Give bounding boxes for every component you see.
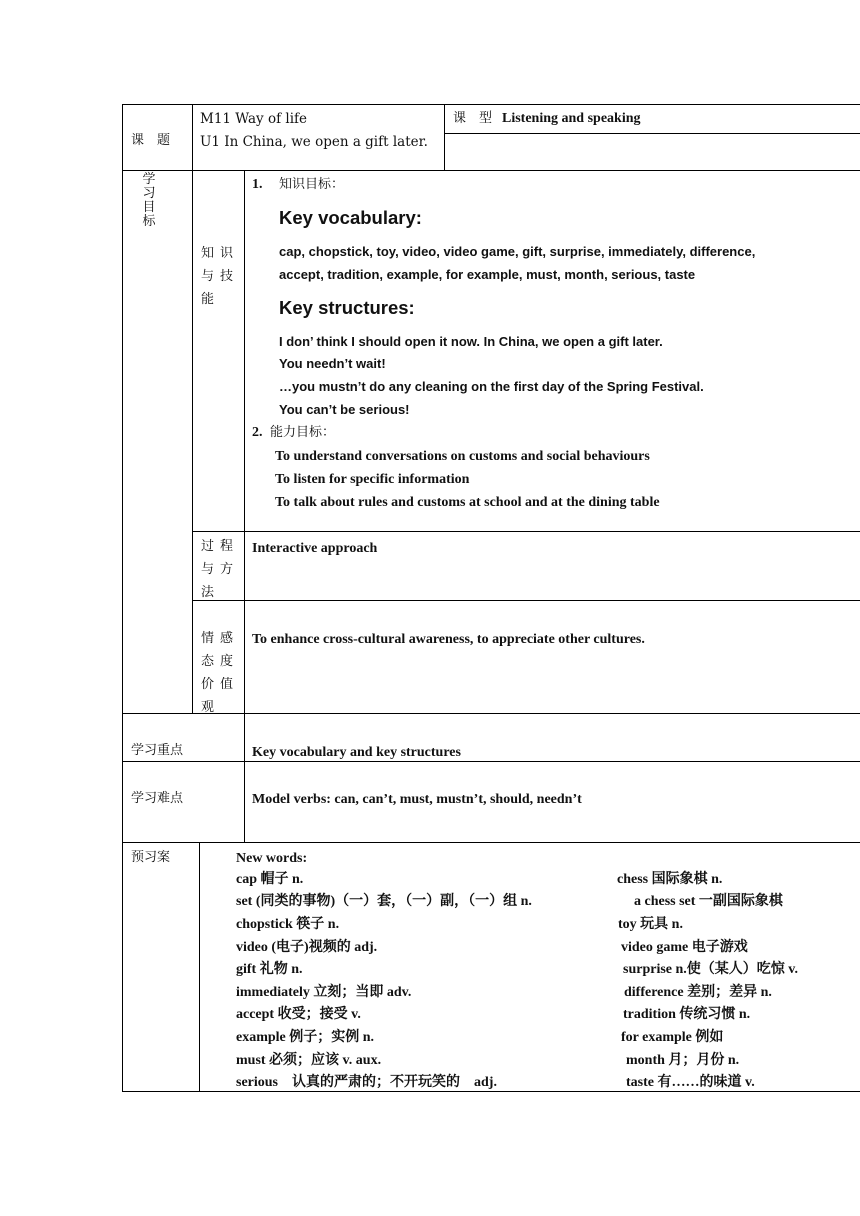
vocab-line: accept, tradition, example, for example, must, month, serious, taste [279,267,696,282]
structure-line: You needn’t wait! [279,356,386,371]
word-item: toy 玩具 n. [618,917,683,932]
item2-number: 2. [252,425,263,440]
word-item: chess 国际象棋 n. [617,872,723,887]
word-item: cap 帽子 n. [236,872,304,887]
word-item: serious 认真的严肃的；不开玩笑的 adj. [236,1075,497,1090]
vocab-heading: Key vocabulary: [279,207,422,228]
word-item: set (同类的事物)（一）套，（一）副，（一）组 n. [236,894,532,909]
type-label: 课 型 [453,111,493,126]
word-item: example 例子；实例 n. [236,1030,375,1045]
word-item: a chess set 一副国际象棋 [634,894,783,909]
process-label: 过程与方法 [201,539,240,600]
word-item: gift 礼物 n. [236,962,303,977]
word-item: must 必须；应该 v. aux. [236,1053,382,1068]
word-item: accept 收受；接受 v. [236,1007,361,1022]
focus-value: Key vocabulary and key structures [252,745,461,760]
word-item: for example 例如 [621,1030,724,1045]
word-item: chopstick 筷子 n. [236,917,340,932]
ability-line: To understand conversations on customs and social behaviours [275,449,650,464]
word-item: tradition 传统习惯 n. [623,1007,751,1022]
preview-label: 预习案 [131,850,171,865]
item2-title: 能力目标： [270,425,336,440]
difficulty-label: 学习难点 [131,791,184,806]
structure-line: I don’ think I should open it now. In China, we open a gift later. [279,334,663,349]
title-label: 课 题 [131,133,171,148]
word-item: video (电子)视频的 adj. [236,940,378,955]
word-item: surprise n.使（某人）吃惊 v. [623,962,799,977]
ability-line: To talk about rules and customs at school and at the dining table [275,495,660,510]
difficulty-value: Model verbs: can, can’t, must, mustn’t, should, needn’t [252,792,582,807]
word-item: immediately 立刻；当即 adv. [236,985,412,1000]
word-item: month 月；月份 n. [626,1053,740,1068]
item1-number: 1. [252,177,263,192]
item1-title: 知识目标： [279,177,345,192]
ability-line: To listen for specific information [275,472,470,487]
structure-line: You can’t be serious! [279,402,410,417]
module-title: M11 Way of life [200,111,307,127]
emotion-value: To enhance cross-cultural awareness, to appreciate other cultures. [252,632,645,647]
structure-line: …you mustn’t do any cleaning on the first day of the Spring Festival. [279,379,704,394]
word-item: difference 差别；差异 n. [624,985,772,1000]
vocab-line: cap, chopstick, toy, video, video game, gift, surprise, immediately, difference, [279,244,756,259]
process-value: Interactive approach [252,541,378,556]
word-item: video game 电子游戏 [621,940,748,955]
structures-heading: Key structures: [279,297,415,318]
word-item: taste 有……的味道 v. [626,1075,755,1090]
type-value: Listening and speaking [502,111,641,126]
focus-label: 学习重点 [131,743,184,758]
objectives-label: 学习目标 [142,172,156,229]
emotion-label: 情感态度价值观 [201,631,240,715]
unit-title: U1 In China, we open a gift later. [200,134,428,150]
new-words-heading: New words: [236,851,308,866]
knowledge-label: 知识与技能 [201,246,240,307]
